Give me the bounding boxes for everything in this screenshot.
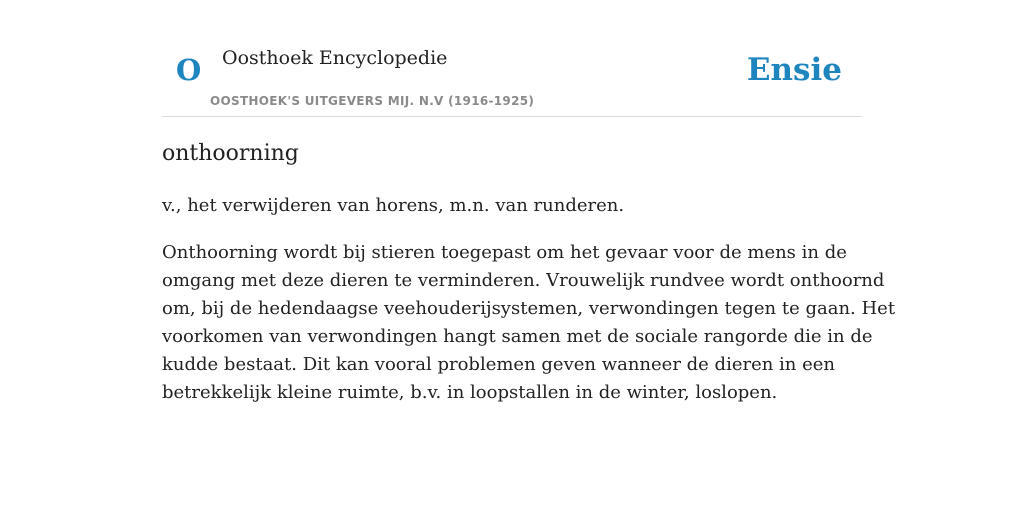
body-line: betrekkelijk kleine ruimte, b.v. in loopstallen in de winter, loslopen. xyxy=(162,382,778,403)
publisher-label: OOSTHOEK'S UITGEVERS MIJ. N.V (1916-1925) xyxy=(210,94,535,108)
ensie-logo-link[interactable]: Ensie xyxy=(746,52,842,88)
body-line: om, bij de hedendaagse veehouderijsystemen, verwondingen tegen te gaan. Het xyxy=(162,298,896,319)
body-line: omgang met deze dieren te verminderen. Vrouwelijk rundvee wordt onthoornd xyxy=(162,270,885,291)
entry-body xyxy=(162,239,896,407)
entry-definition: v., het verwijderen van horens, m.n. van runderen. xyxy=(162,195,625,216)
body-line: kudde bestaat. Dit kan vooral problemen geven wanneer de dieren in een xyxy=(162,354,836,375)
encyclopedia-title[interactable]: Oosthoek Encyclopedie xyxy=(222,47,448,69)
body-line: voorkomen van verwondingen hangt samen met de sociale rangorde die in de xyxy=(162,326,873,347)
entry-content xyxy=(162,136,896,407)
encyclopedia-logo[interactable]: O xyxy=(176,53,202,87)
body-line: Onthoorning wordt bij stieren toegepast om het gevaar voor de mens in de xyxy=(162,242,847,263)
entry-title: onthoorning xyxy=(162,141,299,166)
site-header xyxy=(162,0,862,117)
